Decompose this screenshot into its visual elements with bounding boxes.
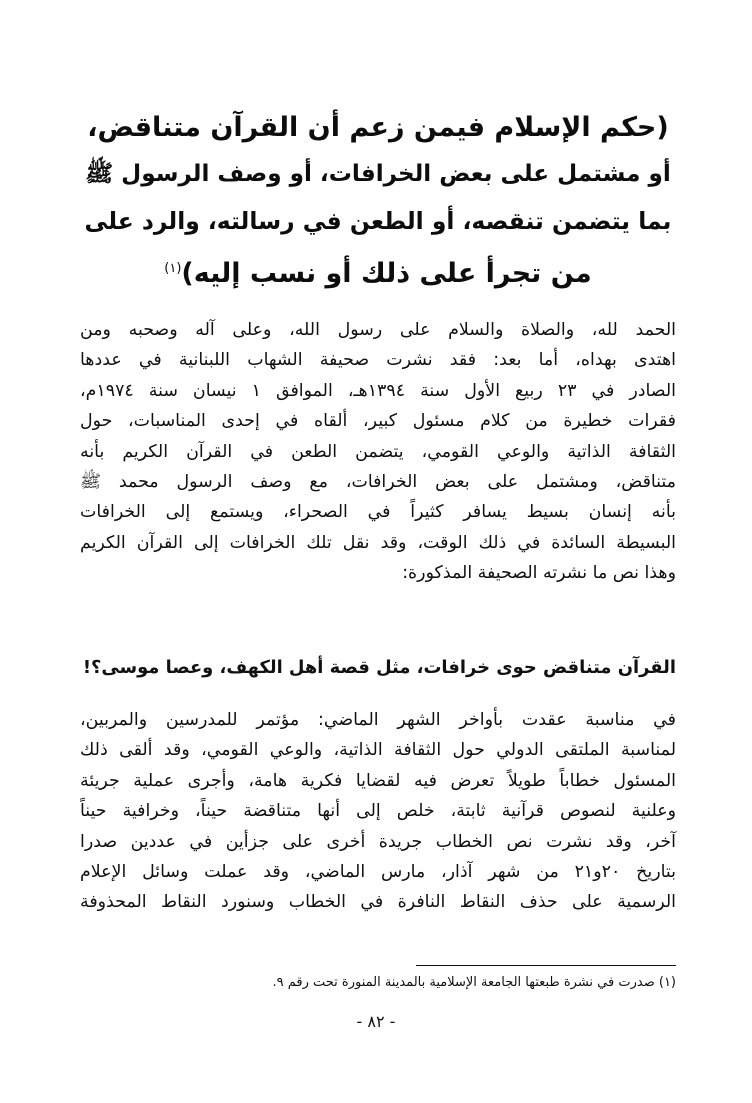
text-line: الرسمية على حذف النقاط النافرة في الخطاب وسنورد النقاط المحذوفة [80, 892, 676, 913]
text-line: متناقض، ومشتمل على بعض الخرافات، مع وصف الرسول محمد ﷺ [80, 472, 676, 493]
text-line: البسيطة السائدة في ذلك الوقت، وقد نقل تلك الخرافات إلى القرآن الكريم [80, 532, 676, 553]
title-line: (حكم الإسلام فيمن زعم أن القرآن متناقض، [87, 112, 669, 143]
page-number: - ٨٢ - [356, 1012, 396, 1031]
footnote-marker: (١) [164, 261, 182, 276]
title-line-last [84, 245, 672, 297]
section-heading: القرآن متناقض حوى خرافات، مثل قصة أهل الكهف، وعصا موسى؟! [82, 657, 676, 678]
text-line: المسئول خطاباً طويلاً تعرض فيه لقضايا فكرية هامة، وأجرى عملية جريئة [80, 770, 676, 791]
text-line: الثقافة الذاتية والوعي القومي، يتضمن الطعن في القرآن الكريم بأنه [80, 441, 676, 462]
footnote: (١) صدرت في نشرة طبعتها الجامعة الإسلامية بالمدينة المنورة تحت رقم ٩. [272, 975, 676, 990]
text-line: وعلنية لنصوص قرآنية ثابتة، خلص إلى أنها متناقضة حيناً، وخرافية حيناً [80, 801, 676, 822]
text-line: فقرات خطيرة من كلام مسئول كبير، ألقاه في إحدى المناسبات، حول [80, 411, 676, 432]
text-line: بأنه إنسان بسيط يسافر كثيراً في الصحراء، ويستمع إلى الخرافات [80, 502, 676, 523]
text-line: اهتدى بهداه، أما بعد: فقد نشرت صحيفة الشهاب اللبنانية في عددها [80, 350, 676, 371]
text-line: الحمد لله، والصلاة والسلام على رسول الله، وعلى آله وصحبه ومن [80, 320, 676, 340]
intro-paragraph [80, 315, 676, 589]
text-line: لمناسبة الملتقى الدولي حول الثقافة الذاتية، والوعي القومي، وقد ألقى ذلك [80, 740, 676, 761]
text-line: في مناسبة عقدت بأواخر الشهر الماضي: مؤتمر للمدرسين والمربين، [80, 710, 676, 730]
title-line: بما يتضمن تنقصه، أو الطعن في رسالته، والرد على [84, 207, 672, 235]
page-title [84, 104, 672, 297]
title-line: أو مشتمل على بعض الخرافات، أو وصف الرسول ﷺ [85, 161, 671, 187]
text-line: بتاريخ ٢٠و٢١ من شهر آذار، مارس الماضي، وقد عملت وسائل الإعلام [80, 862, 676, 883]
text-line: وهذا نص ما نشرته الصحيفة المذكورة: [402, 563, 676, 584]
body-paragraph [80, 705, 676, 918]
footnote-divider [416, 965, 676, 966]
title-line-text: من تجرأ على ذلك أو نسب إليه) [181, 258, 592, 289]
text-line: آخر، وقد نشرت نص الخطاب جريدة أخرى على جزأين في عددين صدرا [80, 831, 676, 852]
text-line: الصادر في ٢٣ ربيع الأول سنة ١٣٩٤هـ، الموافق ١ نيسان سنة ١٩٧٤م، [80, 380, 676, 401]
